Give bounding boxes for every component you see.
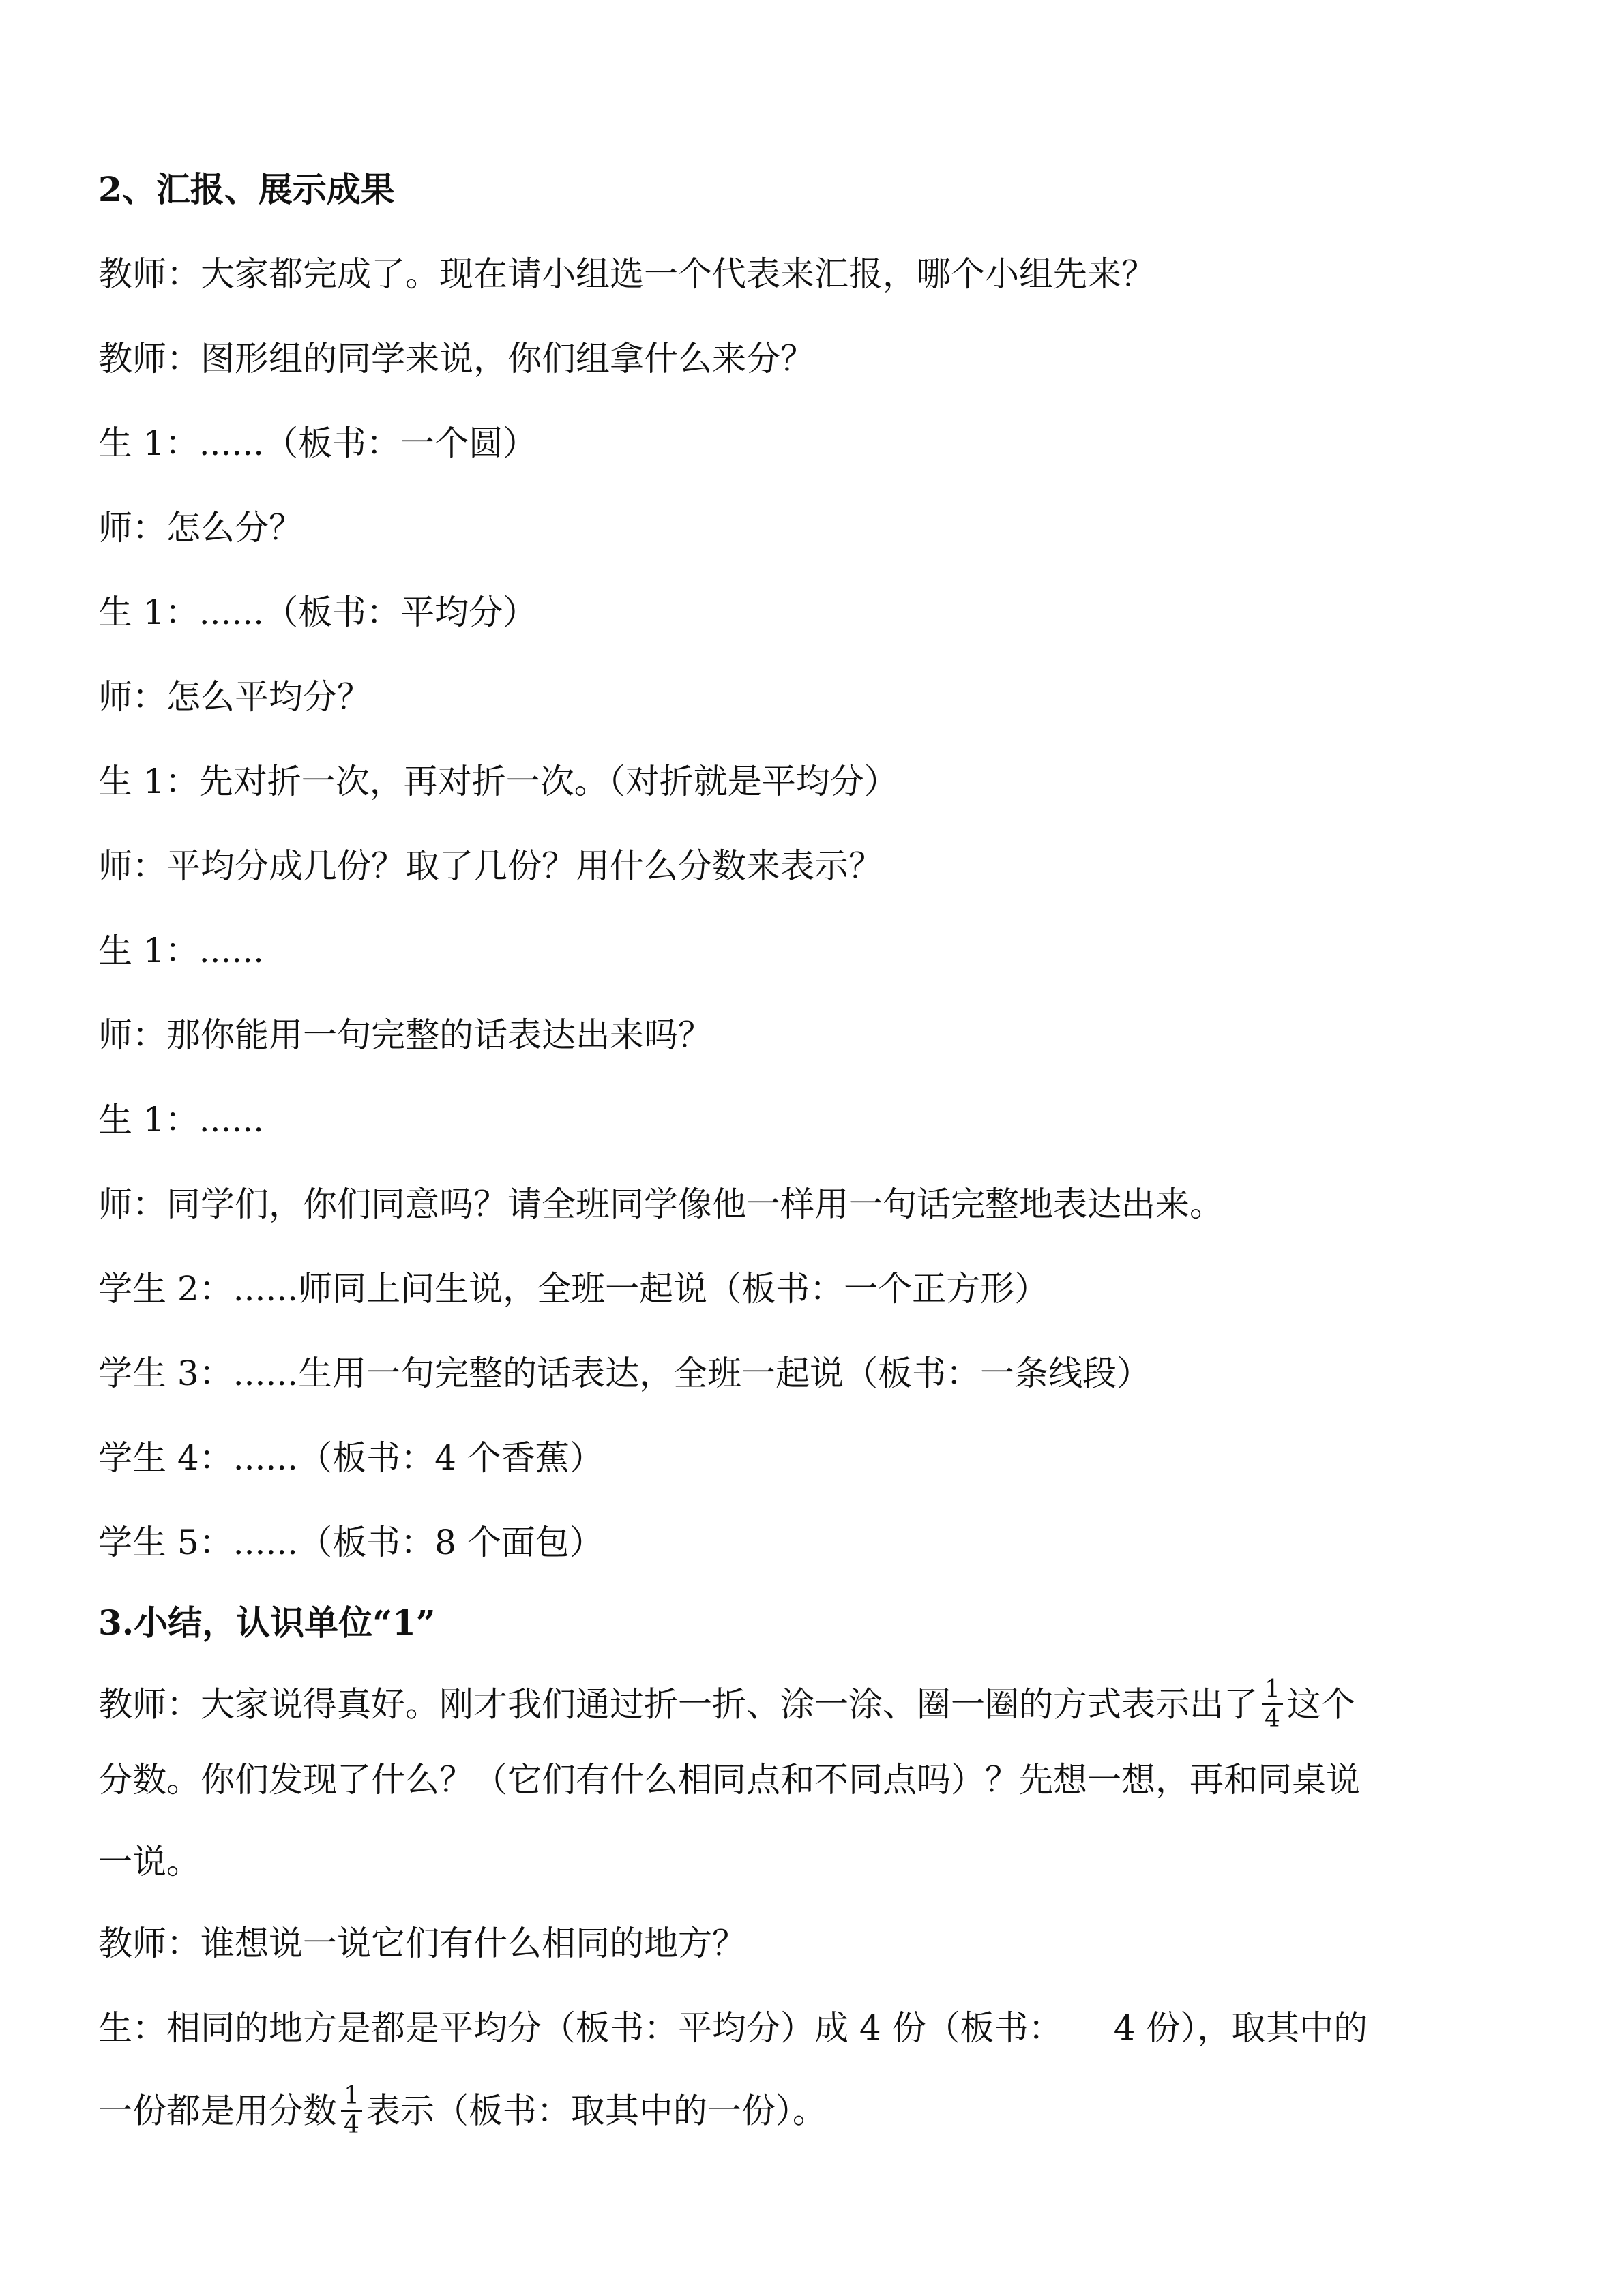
dialogue-line: 学生 5：......（板书：8 个面包）: [98, 1523, 604, 1562]
section-3-heading: 3.小结，认识单位“1”: [98, 1602, 436, 1643]
dialogue-line: 教师：图形组的同学来说，你们组拿什么来分？: [98, 339, 814, 378]
fraction: [1262, 1676, 1283, 1733]
dialogue-line: 师：平均分成几份？取了几份？用什么分数来表示？: [98, 846, 883, 886]
dialogue-line: 师：同学们，你们同意吗？请全班同学像他一样用一句话完整地表达出来。: [98, 1184, 1224, 1224]
fraction-numerator: 1: [1262, 1676, 1283, 1705]
paragraph-text: 表示（板书：取其中的一份）。: [366, 2091, 827, 2131]
dialogue-line: 师：怎么分？: [98, 508, 303, 548]
dialogue-line: 师：那你能用一句完整的话表达出来吗？: [98, 1015, 712, 1055]
dialogue-line: 学生 2：......师同上问生说，全班一起说（板书：一个正方形）: [98, 1269, 1049, 1309]
dialogue-line: 教师：大家都完成了。现在请小组选一个代表来汇报，哪个小组先来？: [98, 254, 1155, 294]
dialogue-line: 生 1：......: [98, 931, 265, 970]
dialogue-line: 生 1：先对折一次，再对折一次。（对折就是平均分）: [98, 762, 898, 801]
paragraph-line: [98, 2082, 827, 2142]
dialogue-line: 学生 4：......（板书：4 个香蕉）: [98, 1438, 604, 1478]
dialogue-line: 生 1：......（板书：平均分）: [98, 593, 537, 632]
fraction-numerator: 1: [341, 2083, 362, 2112]
paragraph-text: 这个: [1286, 1684, 1355, 1725]
section-2-heading: 2、汇报、展示成果: [98, 169, 395, 209]
dialogue-line: 学生 3：......生用一句完整的话表达，全班一起说（板书：一条线段）: [98, 1354, 1151, 1393]
paragraph-line: 生：相同的地方是都是平均分（板书：平均分）成 4 份（板书： 4 份），取其中的: [98, 2008, 1368, 2048]
fraction-denominator: 4: [344, 2111, 359, 2139]
paragraph-line: 教师：谁想说一说它们有什么相同的地方？: [98, 1924, 746, 1963]
dialogue-line: 生 1：......: [98, 1100, 265, 1139]
paragraph-line: [98, 1675, 1355, 1735]
paragraph-line: 分数。你们发现了什么？（它们有什么相同点和不同点吗）？先想一想，再和同桌说: [98, 1760, 1360, 1800]
paragraph-text: 一份都是用分数: [98, 2091, 337, 2131]
dialogue-line: 生 1：......（板书：一个圆）: [98, 423, 537, 463]
paragraph-text: 教师：大家说得真好。刚才我们通过折一折、涂一涂、圈一圈的方式表示出了: [98, 1684, 1258, 1725]
dialogue-line: 师：怎么平均分？: [98, 677, 371, 717]
fraction: [341, 2083, 362, 2139]
fraction-denominator: 4: [1265, 1705, 1280, 1733]
paragraph-line: 一说。: [98, 1842, 201, 1881]
